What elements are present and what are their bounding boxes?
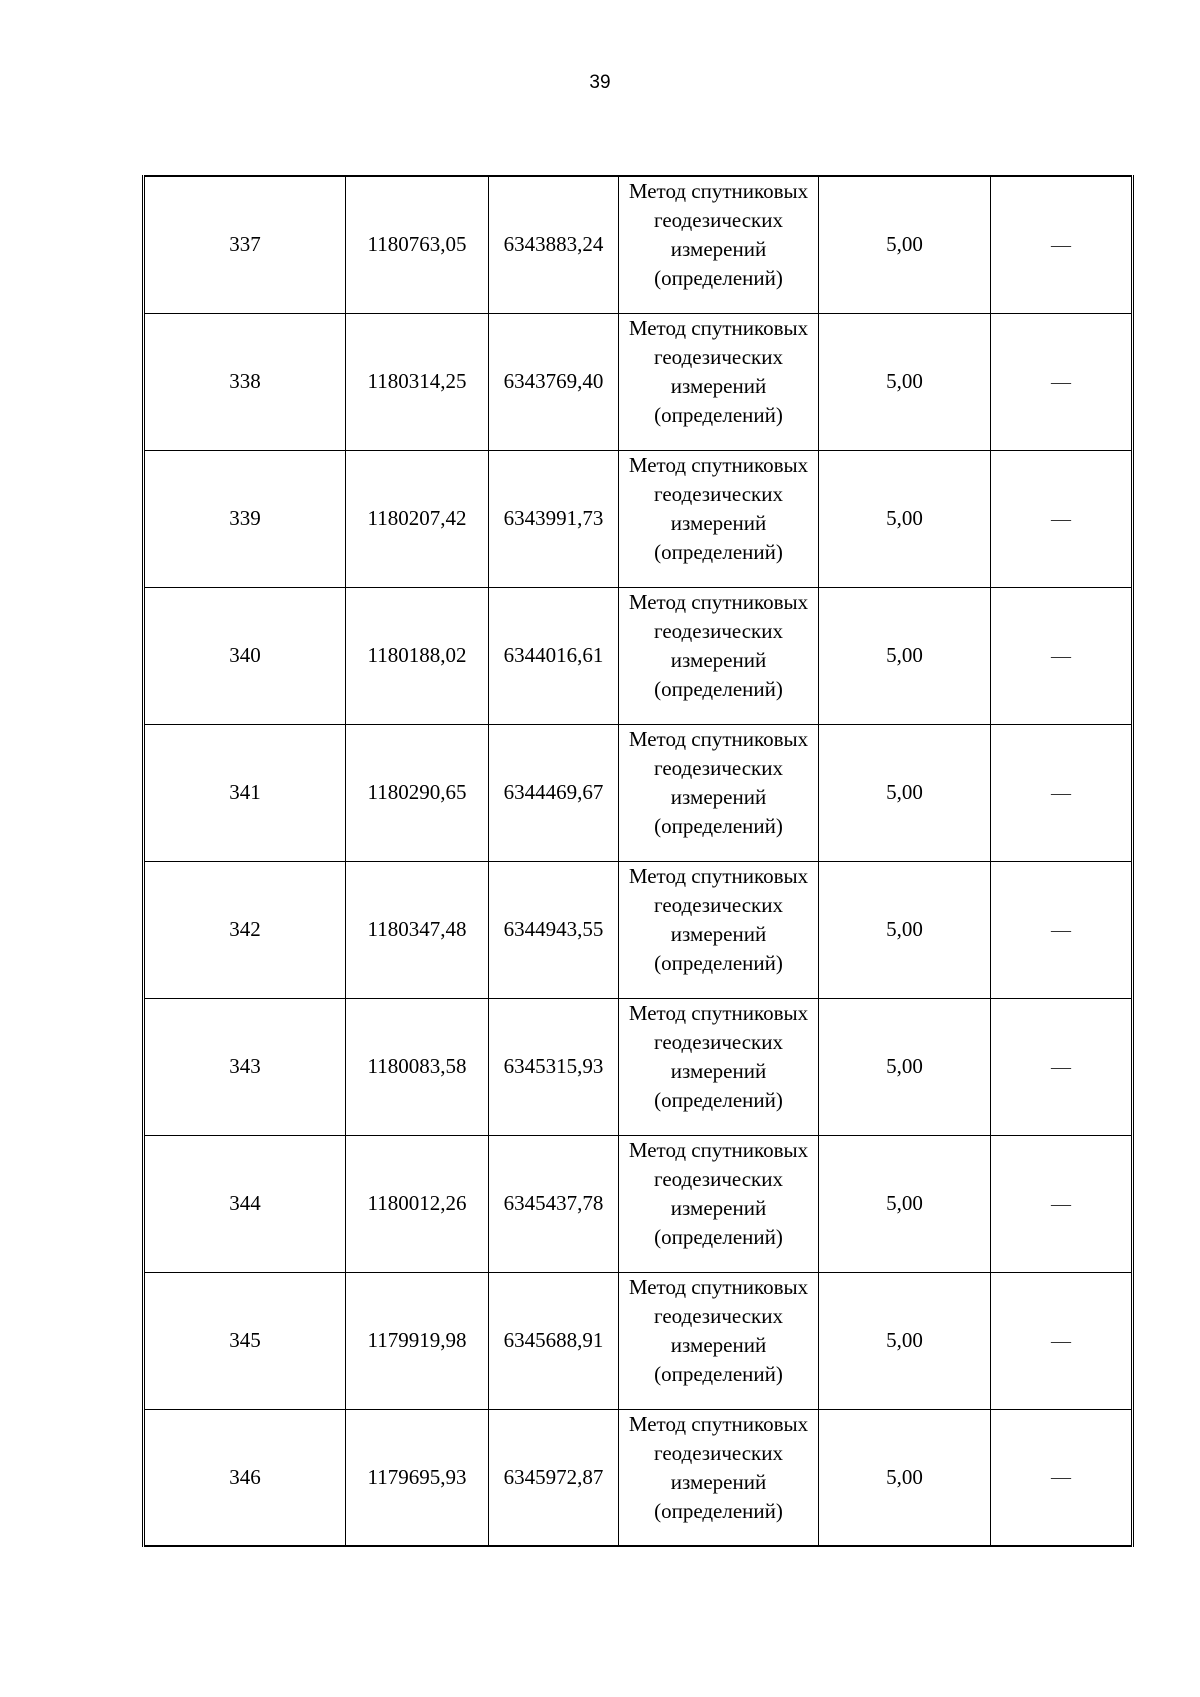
accuracy-cell — [819, 450, 991, 587]
x-coordinate-cell — [346, 998, 489, 1135]
note-cell — [991, 587, 1133, 724]
point-number-cell — [144, 1409, 346, 1546]
method-line-2: геодезических — [653, 208, 783, 232]
note-cell — [991, 1135, 1133, 1272]
method-cell — [619, 1272, 819, 1409]
coordinates-table-wrapper — [142, 175, 1131, 1547]
x-coordinate: 1179695,93 — [367, 1464, 467, 1489]
x-coordinate-cell — [346, 861, 489, 998]
method-line-1: Метод спутниковых — [628, 863, 809, 888]
method-line-2: геодезических — [653, 1303, 783, 1328]
method-line-4: (определений) — [654, 676, 783, 701]
note-cell — [991, 724, 1133, 861]
accuracy-value: 5,00 — [886, 1191, 923, 1215]
note-cell — [991, 1409, 1133, 1546]
method-cell — [619, 998, 819, 1135]
method-line-3: измерений — [670, 237, 767, 261]
point-number-cell — [144, 1272, 346, 1409]
accuracy-value: 5,00 — [886, 232, 923, 257]
method-cell — [619, 176, 819, 313]
table-row — [144, 998, 1133, 1135]
page-number: 39 — [589, 72, 611, 93]
method-line-4: (определений) — [654, 1224, 783, 1249]
accuracy-value: 5,00 — [886, 506, 923, 530]
point-number: 340 — [229, 643, 261, 667]
method-cell — [619, 861, 819, 998]
method-line-3: измерений — [670, 1058, 767, 1083]
point-number: 343 — [229, 1054, 261, 1078]
y-coordinate-cell — [489, 450, 619, 587]
y-coordinate-cell — [489, 587, 619, 724]
x-coordinate-cell — [346, 176, 489, 313]
method-cell — [619, 450, 819, 587]
note-cell — [991, 861, 1133, 998]
method-line-2: геодезических — [653, 344, 783, 369]
method-line-4: (определений) — [654, 266, 783, 290]
note-dash: — — [1051, 370, 1071, 393]
method-line-3: измерений — [670, 1469, 767, 1494]
method-line-3: измерений — [670, 784, 767, 809]
accuracy-value: 5,00 — [886, 780, 923, 804]
x-coordinate-cell — [346, 450, 489, 587]
note-cell — [991, 998, 1133, 1135]
method-line-3: измерений — [670, 921, 767, 946]
method-line-3: измерений — [670, 647, 767, 672]
accuracy-cell — [819, 587, 991, 724]
x-coordinate: 1180207,42 — [367, 506, 467, 530]
table-row — [144, 313, 1133, 450]
accuracy-cell — [819, 724, 991, 861]
accuracy-value: 5,00 — [886, 1464, 923, 1489]
y-coordinate: 6345437,78 — [503, 1191, 604, 1215]
method-line-3: измерений — [670, 373, 767, 398]
y-coordinate-cell — [489, 1135, 619, 1272]
method-line-3: измерений — [670, 510, 767, 535]
y-coordinate-cell — [489, 861, 619, 998]
x-coordinate: 1179919,98 — [367, 1328, 467, 1352]
method-line-1: Метод спутниковых — [628, 179, 809, 203]
point-number-cell — [144, 313, 346, 450]
note-dash: — — [1051, 233, 1071, 256]
point-number-cell — [144, 587, 346, 724]
method-line-1: Метод спутниковых — [628, 1274, 809, 1299]
table-row — [144, 724, 1133, 861]
point-number: 339 — [229, 506, 261, 530]
accuracy-cell — [819, 998, 991, 1135]
method-line-1: Метод спутниковых — [628, 1137, 809, 1162]
table-row — [144, 1135, 1133, 1272]
note-dash: — — [1051, 644, 1071, 667]
note-dash: — — [1051, 781, 1071, 804]
x-coordinate-cell — [346, 313, 489, 450]
method-line-1: Метод спутниковых — [628, 315, 809, 340]
method-line-4: (определений) — [654, 1498, 783, 1523]
method-line-4: (определений) — [654, 950, 783, 975]
note-cell — [991, 1272, 1133, 1409]
method-line-4: (определений) — [654, 402, 783, 427]
method-line-4: (определений) — [654, 1361, 783, 1386]
point-number-cell — [144, 724, 346, 861]
x-coordinate: 1180012,26 — [367, 1191, 467, 1215]
table-row — [144, 176, 1133, 313]
method-cell — [619, 1135, 819, 1272]
accuracy-value: 5,00 — [886, 369, 923, 393]
accuracy-cell — [819, 1272, 991, 1409]
method-line-2: геодезических — [653, 1029, 783, 1054]
point-number-cell — [144, 176, 346, 313]
point-number: 338 — [229, 369, 261, 393]
method-line-2: геодезических — [653, 618, 783, 643]
note-dash: — — [1051, 1055, 1071, 1078]
x-coordinate: 1180290,65 — [367, 780, 467, 804]
y-coordinate: 6343769,40 — [503, 369, 604, 393]
table-body — [144, 176, 1133, 1546]
accuracy-cell — [819, 313, 991, 450]
y-coordinate: 6343883,24 — [503, 232, 604, 257]
point-number-cell — [144, 450, 346, 587]
x-coordinate-cell — [346, 724, 489, 861]
y-coordinate-cell — [489, 998, 619, 1135]
method-line-2: геодезических — [653, 892, 783, 917]
method-line-2: геодезических — [653, 1166, 783, 1191]
method-line-1: Метод спутниковых — [628, 589, 809, 614]
y-coordinate-cell — [489, 1272, 619, 1409]
point-number: 344 — [229, 1191, 261, 1215]
table-row — [144, 450, 1133, 587]
note-dash: — — [1051, 1192, 1071, 1215]
note-cell — [991, 313, 1133, 450]
method-line-1: Метод спутниковых — [628, 1000, 809, 1025]
accuracy-value: 5,00 — [886, 1328, 923, 1352]
method-line-4: (определений) — [654, 539, 783, 564]
method-line-3: измерений — [670, 1332, 767, 1357]
y-coordinate: 6345315,93 — [503, 1054, 604, 1078]
x-coordinate: 1180347,48 — [367, 917, 467, 941]
x-coordinate-cell — [346, 1409, 489, 1546]
point-number: 341 — [229, 780, 261, 804]
method-line-1: Метод спутниковых — [628, 1411, 809, 1436]
x-coordinate: 1180314,25 — [367, 369, 467, 393]
coordinates-table — [142, 175, 1134, 1547]
method-line-4: (определений) — [654, 813, 783, 838]
accuracy-value: 5,00 — [886, 643, 923, 667]
note-dash: — — [1051, 1466, 1071, 1489]
table-row — [144, 1409, 1133, 1546]
note-dash: — — [1051, 1329, 1071, 1352]
accuracy-cell — [819, 176, 991, 313]
method-line-3: измерений — [670, 1195, 767, 1220]
accuracy-cell — [819, 1135, 991, 1272]
accuracy-cell — [819, 1409, 991, 1546]
method-cell — [619, 1409, 819, 1546]
y-coordinate-cell — [489, 724, 619, 861]
y-coordinate-cell — [489, 176, 619, 313]
method-line-1: Метод спутниковых — [628, 452, 809, 477]
point-number: 346 — [229, 1464, 261, 1489]
y-coordinate-cell — [489, 313, 619, 450]
method-line-2: геодезических — [653, 755, 783, 780]
method-line-2: геодезических — [653, 481, 783, 506]
table-row — [144, 587, 1133, 724]
point-number: 342 — [229, 917, 261, 941]
table-row — [144, 1272, 1133, 1409]
y-coordinate: 6343991,73 — [503, 506, 604, 530]
note-dash: — — [1051, 507, 1071, 530]
y-coordinate: 6344016,61 — [503, 643, 604, 667]
table-row — [144, 861, 1133, 998]
method-cell — [619, 724, 819, 861]
x-coordinate: 1180083,58 — [367, 1054, 467, 1078]
x-coordinate-cell — [346, 587, 489, 724]
y-coordinate: 6344943,55 — [503, 917, 604, 941]
note-cell — [991, 450, 1133, 587]
accuracy-cell — [819, 861, 991, 998]
method-line-4: (определений) — [654, 1087, 783, 1112]
y-coordinate: 6345688,91 — [503, 1328, 604, 1352]
point-number-cell — [144, 1135, 346, 1272]
method-cell — [619, 313, 819, 450]
point-number: 345 — [229, 1328, 261, 1352]
y-coordinate-cell — [489, 1409, 619, 1546]
y-coordinate: 6345972,87 — [503, 1464, 604, 1489]
x-coordinate: 1180763,05 — [367, 232, 467, 257]
accuracy-value: 5,00 — [886, 1054, 923, 1078]
accuracy-value: 5,00 — [886, 917, 923, 941]
method-line-2: геодезических — [653, 1440, 783, 1465]
x-coordinate: 1180188,02 — [367, 643, 467, 667]
note-dash: — — [1051, 918, 1071, 941]
method-cell — [619, 587, 819, 724]
note-cell — [991, 176, 1133, 313]
method-line-1: Метод спутниковых — [628, 726, 809, 751]
point-number-cell — [144, 861, 346, 998]
x-coordinate-cell — [346, 1272, 489, 1409]
x-coordinate-cell — [346, 1135, 489, 1272]
point-number-cell — [144, 998, 346, 1135]
point-number: 337 — [229, 232, 261, 257]
y-coordinate: 6344469,67 — [503, 780, 604, 804]
